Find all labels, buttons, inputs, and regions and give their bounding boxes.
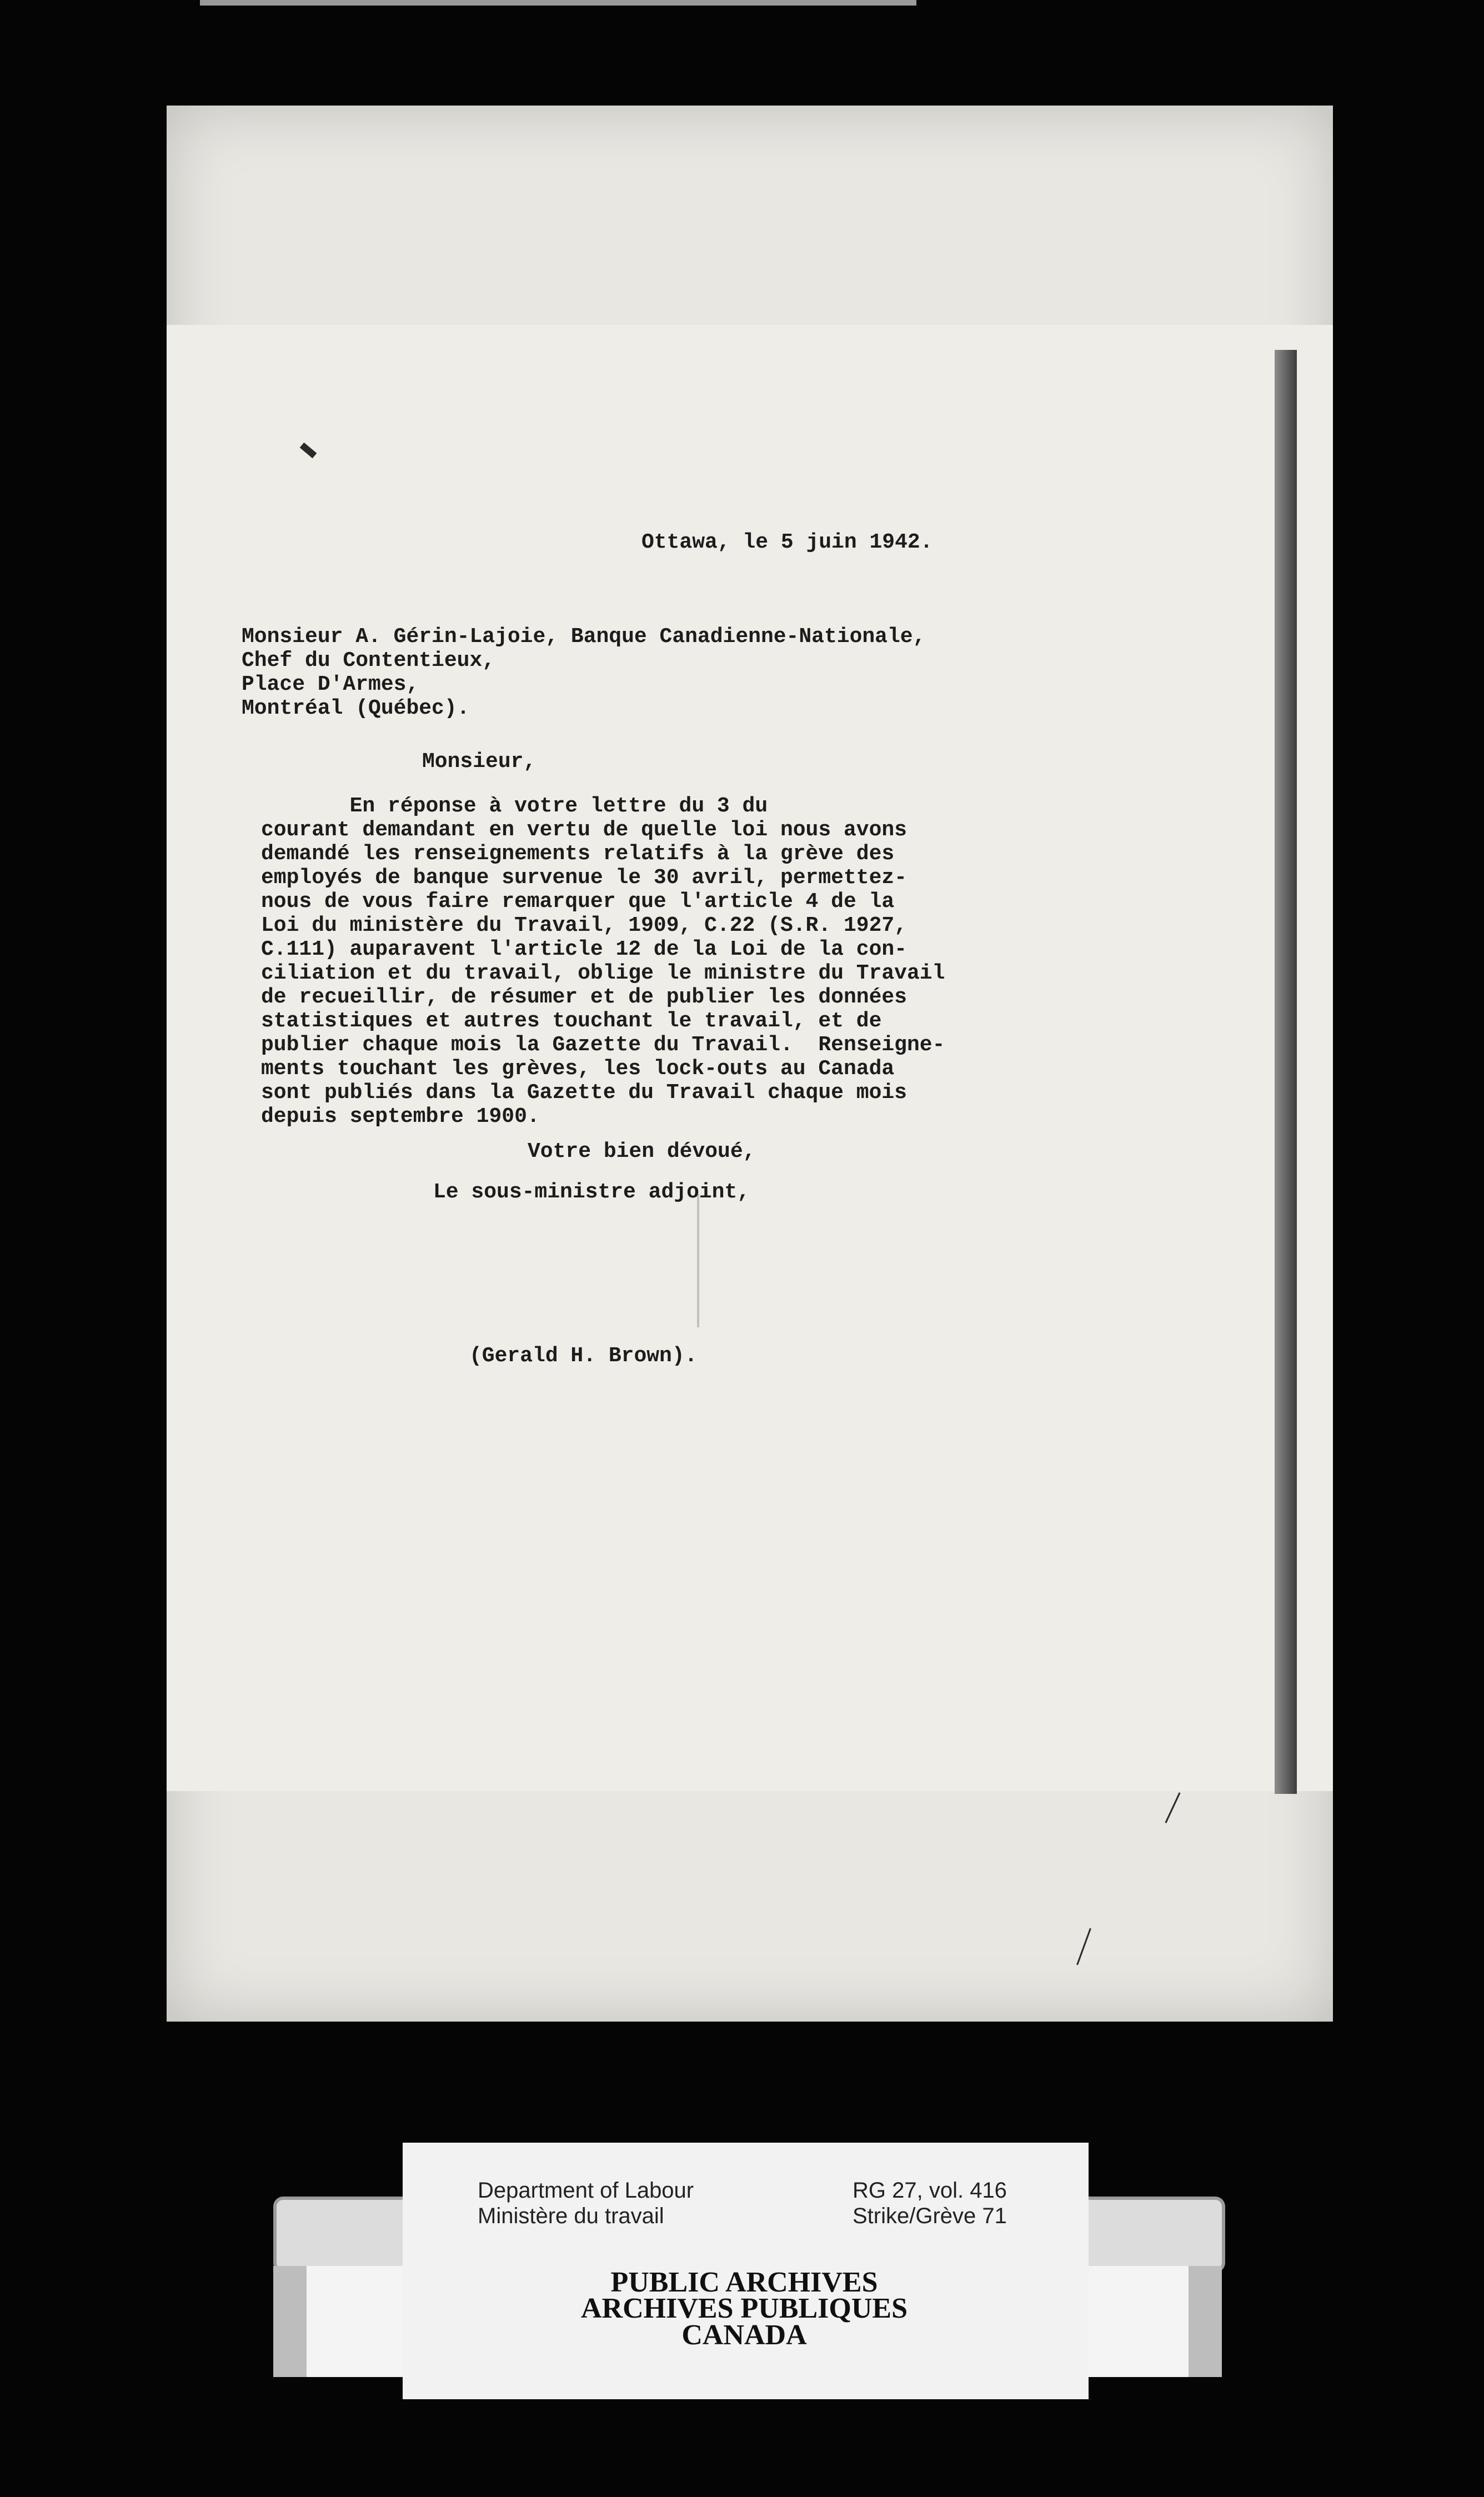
body-line: courant demandant en vertu de quelle loi nous avons bbox=[261, 818, 907, 842]
department-french: Ministère du travail bbox=[478, 2204, 664, 2228]
letter-date: Ottawa, le 5 juin 1942. bbox=[641, 530, 933, 554]
strike-number: Strike/Grève 71 bbox=[853, 2204, 1007, 2228]
address-line: Monsieur A. Gérin-Lajoie, Banque Canadienne-Nationale, bbox=[242, 625, 926, 649]
film-top-strip bbox=[200, 0, 916, 6]
scratch-mark bbox=[1165, 1792, 1180, 1823]
record-group-reference: RG 27, vol. 416 bbox=[853, 2178, 1007, 2203]
scratch-mark bbox=[1076, 1928, 1091, 1965]
body-line: nous de vous faire remarquer que l'article 4 de la bbox=[261, 890, 895, 914]
address-line: Chef du Contentieux, bbox=[242, 649, 495, 673]
body-line: En réponse à votre lettre du 3 du bbox=[261, 794, 768, 818]
archive-title-english: PUBLIC ARCHIVES bbox=[610, 2267, 878, 2298]
body-line: employés de banque survenue le 30 avril, permettez- bbox=[261, 866, 907, 890]
body-line: ments touchant les grèves, les lock-outs au Canada bbox=[261, 1057, 895, 1081]
label-edge bbox=[273, 2266, 307, 2377]
closing: Votre bien dévoué, bbox=[528, 1140, 756, 1164]
body-line: publier chaque mois la Gazette du Travail. Renseigne- bbox=[261, 1033, 945, 1057]
sheet-edge-shadow bbox=[1275, 350, 1297, 1794]
body-line: C.111) auparavent l'article 12 de la Loi de la con- bbox=[261, 937, 907, 961]
signature-mark bbox=[697, 1194, 699, 1327]
body-line: sont publiés dans la Gazette du Travail chaque mois bbox=[261, 1081, 907, 1105]
address-line: Montréal (Québec). bbox=[242, 696, 470, 720]
letter-body bbox=[261, 794, 945, 1129]
recipient-address bbox=[242, 625, 925, 720]
address-line: Place D'Armes, bbox=[242, 673, 419, 696]
salutation: Monsieur, bbox=[422, 750, 537, 774]
archive-title-country: CANADA bbox=[681, 2319, 807, 2351]
body-line: ciliation et du travail, oblige le ministre du Travail bbox=[261, 961, 945, 985]
body-line: de recueillir, de résumer et de publier les données bbox=[261, 985, 907, 1009]
label-tab-right bbox=[1083, 2197, 1225, 2273]
body-line: statistiques et autres touchant le travail, et de bbox=[261, 1009, 882, 1033]
department-english: Department of Labour bbox=[478, 2178, 694, 2203]
signer-title: Le sous-ministre adjoint, bbox=[433, 1180, 750, 1204]
body-line: depuis septembre 1900. bbox=[261, 1105, 540, 1129]
body-line: Loi du ministère du Travail, 1909, C.22 (S.R. 1927, bbox=[261, 914, 907, 937]
body-line: demandé les renseignements relatifs à la grève des bbox=[261, 842, 895, 866]
signature-name: (Gerald H. Brown). bbox=[469, 1344, 698, 1368]
label-tab-left bbox=[273, 2197, 415, 2273]
label-edge bbox=[1189, 2266, 1222, 2377]
archive-title-french: ARCHIVES PUBLIQUES bbox=[580, 2293, 908, 2324]
